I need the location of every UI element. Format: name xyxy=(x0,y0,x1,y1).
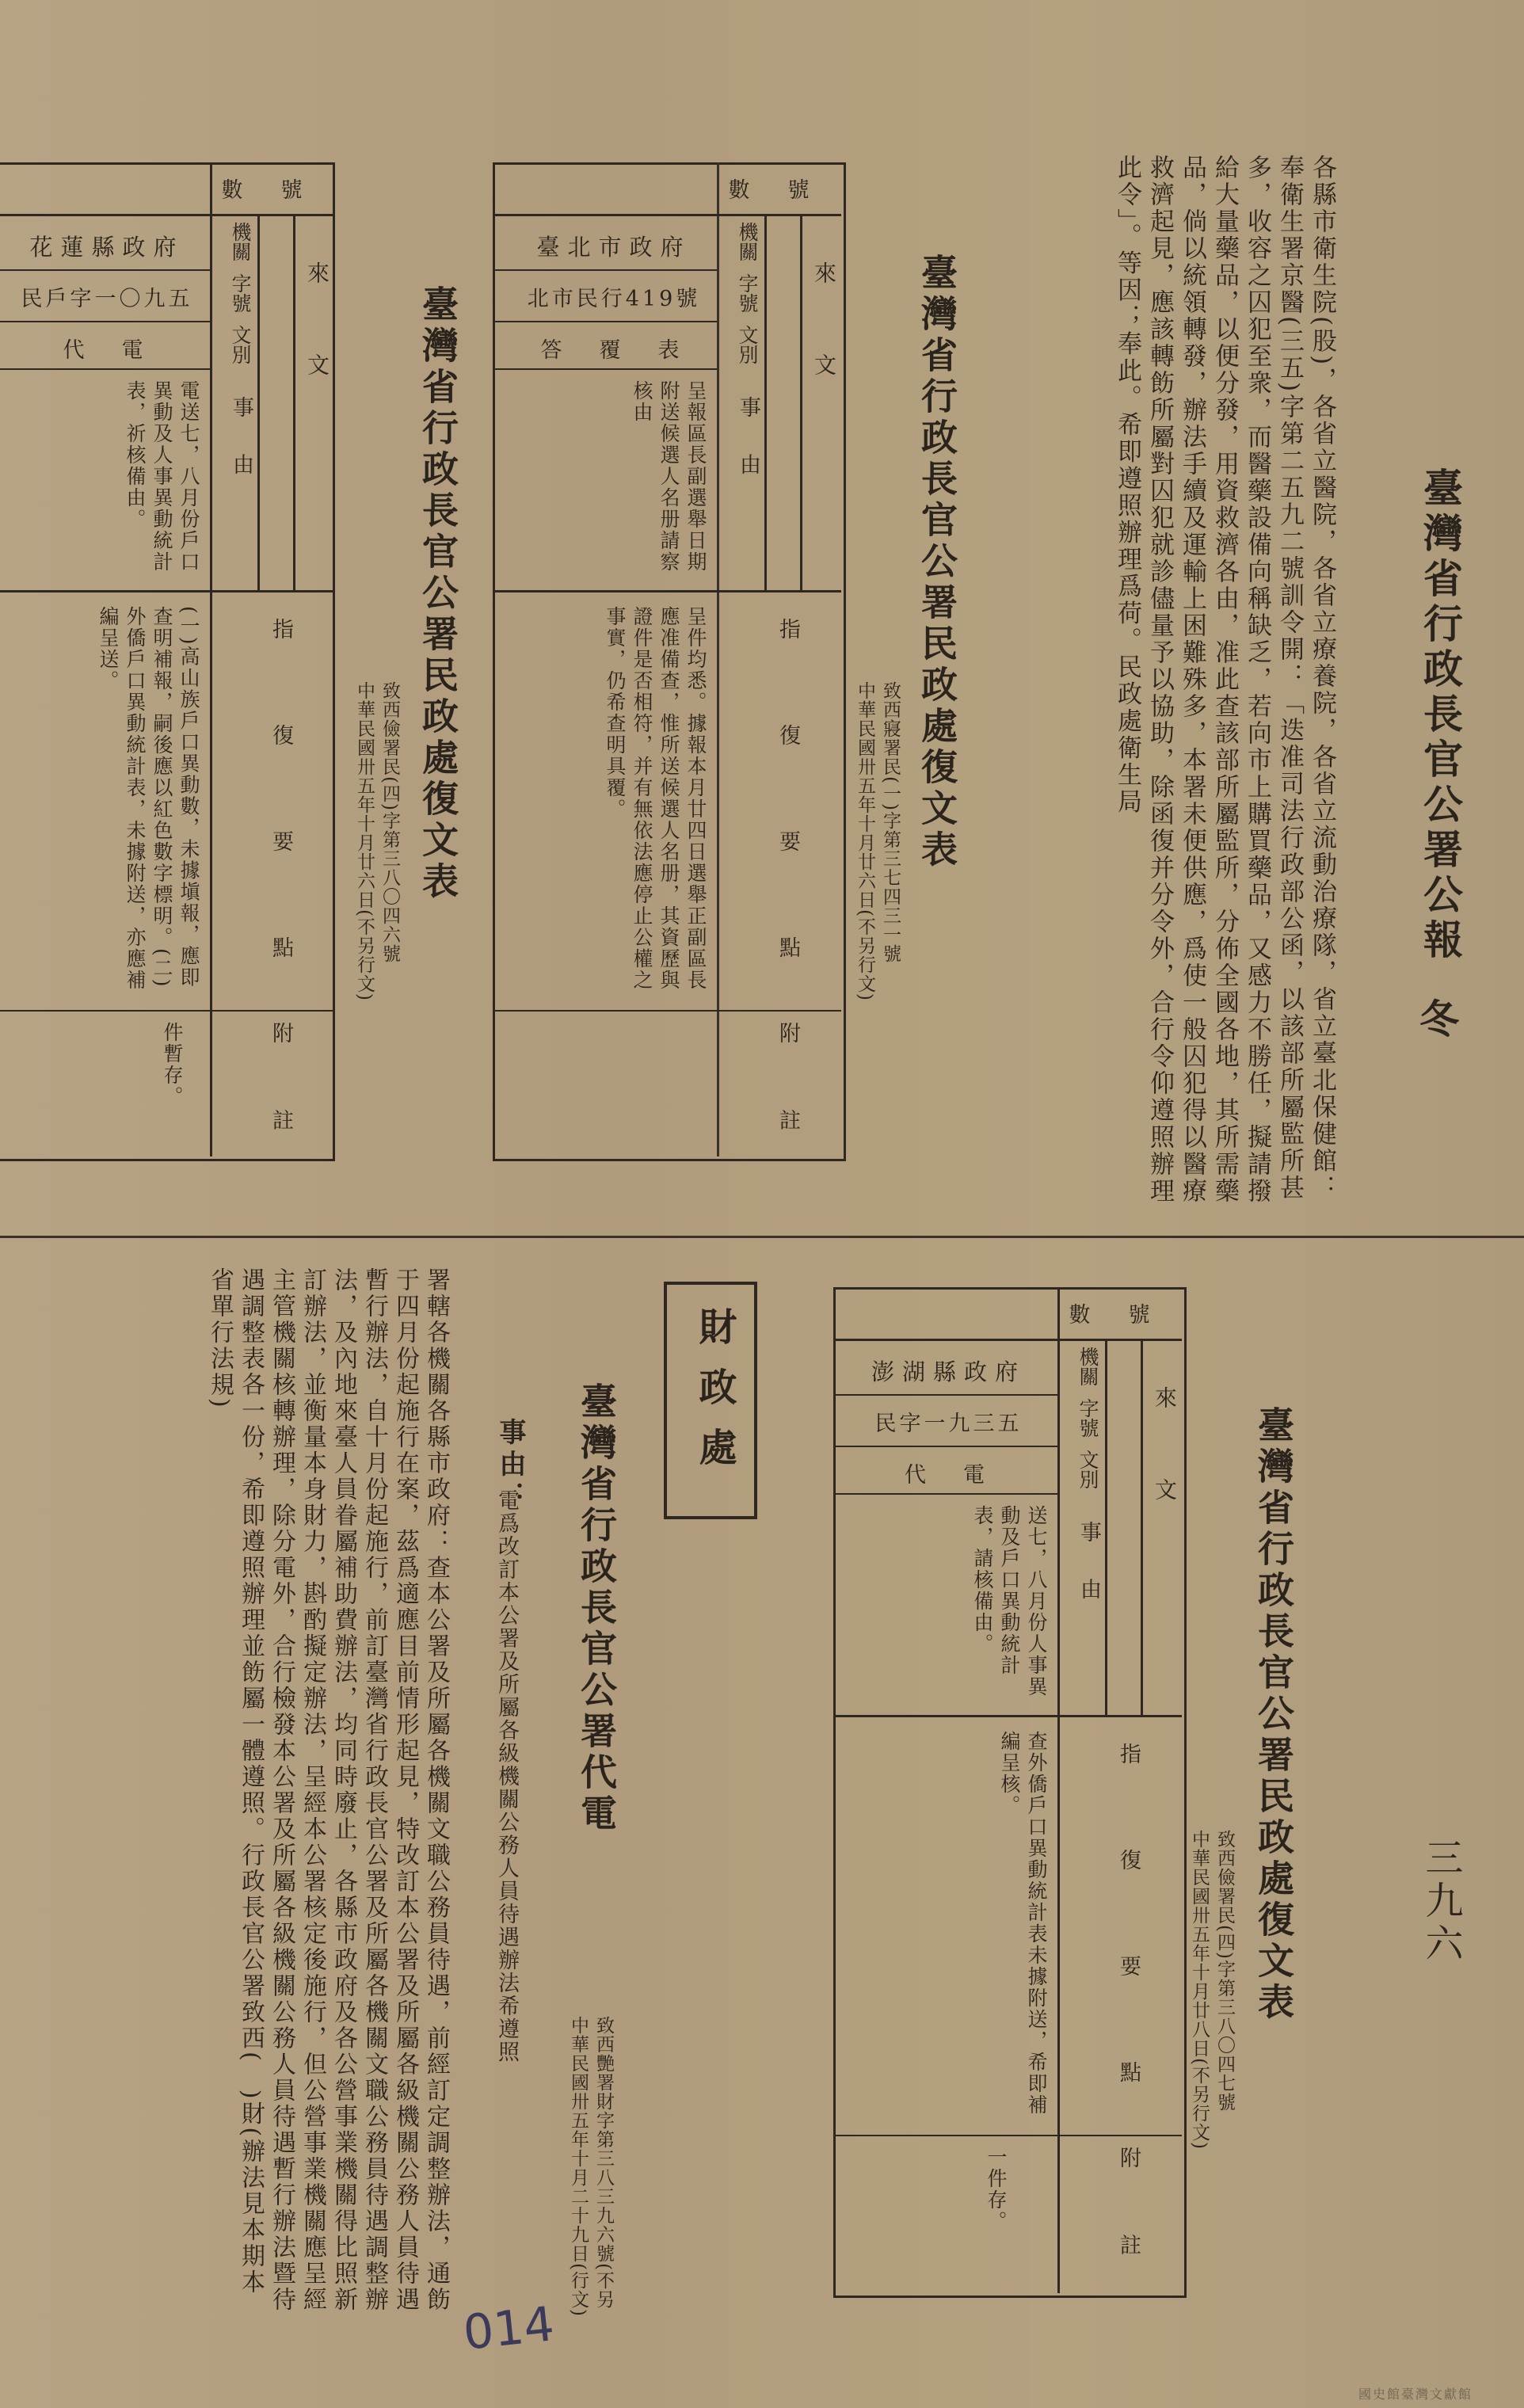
table-rule xyxy=(833,1493,1057,1495)
header-jiguan: 機關 xyxy=(229,222,252,261)
form-title: 臺灣省行政長官公署民政處復文表 xyxy=(916,253,958,871)
header-hao: 號 xyxy=(280,178,306,203)
table-rule xyxy=(833,1339,1182,1341)
finance-body: 署轄各機關各縣市政府：查本公署及所屬各機關文職公務員待遇，前經訂定調整辦法，通飭于四月份起施行在案，茲爲適應目前情形起見，特改訂本公署及所屬各級機關公務人員待遇暫行辦法，自十月份起施行，前訂臺灣省行政長官公署及所屬各機關文職公務員待遇調整辦法，及內地來臺人員眷屬補助費辦法，均同時廢止，各縣市政府及各公營事業機關得比照新訂辦法，並衡量本身財力，斟酌擬定辦法，呈經本公署核定後施行，但公營事業機關應呈經主管機關核轉辦理，除分電外，合行檢發本公署及所屬各級機關公務人員待遇暫行辦法暨待遇調整表各一份，希即遵照辦理並飭屬一體遵照。行政長官公署致西( )財(辦法見本期本省單行法規) xyxy=(206,1267,450,2313)
table-rule xyxy=(1141,1339,1143,1715)
header-fuzhu: 附 註 xyxy=(269,1022,293,1153)
finance-date: 中華民國卅五年十月二十九日(行文) xyxy=(568,2016,589,2317)
table-rule xyxy=(833,1715,1182,1717)
archive-stamp: 國史館臺灣文獻館 xyxy=(1358,2387,1473,2402)
header-laiwen: 來 文 xyxy=(811,261,837,399)
form-ref: 致西儉署民(四)字第三八〇四六號 xyxy=(379,681,400,963)
header-fuzhu: 附 註 xyxy=(775,1022,800,1153)
number-cell: 民字一九三五 xyxy=(874,1412,1023,1436)
form-title: 臺灣省行政長官公署民政處復文表 xyxy=(1252,1406,1295,2024)
doctype-cell: 代 電 xyxy=(63,338,151,363)
handwritten-number: 014 xyxy=(460,2296,557,2361)
reply-cell: 呈件均悉。據報本月廿四日選舉正副區長應准備查，惟所送候選人名册，其資歷與證件是否相符，并有無依法應停止公權之事實，仍希查明具覆。 xyxy=(604,606,707,991)
table-rule xyxy=(833,2135,1182,2136)
table-rule xyxy=(833,1394,1057,1396)
section-label: 財政處 xyxy=(692,1307,737,1488)
table-rule xyxy=(1105,1339,1107,1715)
form-ref: 致西寢署民(一)字第三七四三一號 xyxy=(880,681,901,963)
header-shu: 數 xyxy=(1069,1303,1094,1328)
header-zihao: 字號 xyxy=(736,273,759,313)
table-rule xyxy=(493,214,841,216)
table-rule xyxy=(0,321,210,322)
header-shiyou: 事由 xyxy=(1076,1521,1101,1635)
agency-cell: 花蓮縣政府 xyxy=(29,234,185,261)
header-shiyou: 事由 xyxy=(229,396,253,510)
form-date: 中華民國卅五年十月廿六日(不另行文) xyxy=(855,681,875,1001)
table-rule xyxy=(210,162,212,1156)
header-hao: 號 xyxy=(1128,1303,1153,1328)
header-zhifu: 指 復 要 點 xyxy=(775,618,800,989)
subject-cell: 呈報區長副選舉日期附送候選人名册請察核由 xyxy=(631,380,707,573)
table-rule xyxy=(800,214,802,590)
subject-cell: 送七，八月份人事異動及戶口異動統計表，請核備由。 xyxy=(971,1505,1048,1697)
table-rule xyxy=(0,269,210,271)
header-laiwen: 來 文 xyxy=(1152,1386,1178,1524)
header-shiyou: 事由 xyxy=(736,396,760,510)
form-title: 臺灣省行政長官公署民政處復文表 xyxy=(417,285,459,903)
table-rule xyxy=(293,214,295,590)
page-divider xyxy=(0,1236,1524,1238)
table-rule xyxy=(764,214,767,590)
directive-text: 各縣市衛生院(股)，各省立醫院，各省立療養院，各省立流動治療隊，省立臺北保健館：奉衛生署京醫(三五)字第二五九二號訓令開：「迭准司法行政部公函，以該部所屬監所甚多，收容之囚犯至衆，而醫藥設備向稱缺乏，若向市上購買藥品，又感力不勝任，擬請撥給大量藥品，以便分發，用資救濟各由，准此查該部所屬監所，分佈全國各地，其所需藥品，倘以統領轉發，辦法手續及運輸上困難殊多，本署未便供應，爲使一般囚犯得以醫療救濟起見，應該轉飭所屬對囚犯就診儘量予以協助，除函復并分令外，合行令仰遵照辦理此令」。等因；奉此。希即遵照辦理爲荷。民政處衛生局 xyxy=(1113,154,1336,1205)
subject-label: 事由： xyxy=(494,1418,526,1513)
season-label: 冬 xyxy=(1413,998,1460,1042)
doctype-cell: 代 電 xyxy=(905,1463,993,1488)
journal-title: 臺灣省行政長官公署公報 xyxy=(1417,467,1464,964)
reply-cell: 查外僑戶口異動統計表未據附送，希即補編呈核。 xyxy=(998,1731,1048,2116)
table-rule xyxy=(1057,1287,1060,2293)
table-rule xyxy=(493,321,717,322)
header-zihao: 字號 xyxy=(229,273,252,313)
form-date: 中華民國卅五年十月廿八日(不另行文) xyxy=(1189,1830,1210,2150)
table-rule xyxy=(0,214,333,216)
header-fuzhu: 附 註 xyxy=(1116,2147,1141,2277)
finance-subject: 電爲改訂本公署及所屬各級機關公務人員待遇辦法希遵照 xyxy=(494,1489,519,2063)
header-jiguan: 機關 xyxy=(1076,1347,1099,1386)
form-ref: 致西儉署民(四)字第三八〇四七號 xyxy=(1214,1830,1235,2112)
number-cell: 北市民行419號 xyxy=(527,287,701,311)
header-jiguan: 機關 xyxy=(736,222,759,261)
form-date: 中華民國卅五年十月廿六日(不另行文) xyxy=(354,681,375,1001)
table-rule xyxy=(493,1010,841,1012)
header-wenbie: 文別 xyxy=(736,325,759,364)
finance-ref: 致西艷署財字第三八三九六號(不另 xyxy=(593,2016,614,2309)
header-wenbie: 文別 xyxy=(1076,1450,1099,1489)
subject-cell: 電送七，八月份戶口異動及人事異動統計表，祈核備由。 xyxy=(124,380,200,573)
number-cell: 民戶字一〇九五 xyxy=(21,287,193,311)
doctype-cell: 答 覆 表 xyxy=(540,338,688,363)
agency-cell: 臺北市政府 xyxy=(536,234,692,261)
header-shu: 數 xyxy=(221,178,246,203)
header-zhifu: 指 復 要 點 xyxy=(269,618,293,989)
reply-cell: (一)高山族戶口異動數，未據塡報，應即查明補報，嗣後應以紅色數字標明。(二)外僑戶口異動統計表，未據附送，亦應補編呈送。 xyxy=(97,606,200,991)
header-zihao: 字號 xyxy=(1076,1398,1099,1438)
page-number: 三九六 xyxy=(1419,1838,1463,1966)
note-cell: 一件存。 xyxy=(985,2147,1008,2232)
header-wenbie: 文別 xyxy=(229,325,252,364)
header-zhifu: 指 復 要 點 xyxy=(1116,1743,1141,2114)
header-shu: 數 xyxy=(728,178,753,203)
table-rule xyxy=(493,590,841,592)
agency-cell: 澎湖縣政府 xyxy=(871,1358,1026,1385)
table-rule xyxy=(0,590,333,592)
note-cell: 件暫存。 xyxy=(161,1022,184,1107)
table-rule xyxy=(257,214,260,590)
header-laiwen: 來 文 xyxy=(304,261,330,399)
table-rule xyxy=(0,368,210,370)
table-rule xyxy=(493,368,717,370)
table-rule xyxy=(833,1446,1057,1447)
header-hao: 號 xyxy=(787,178,813,203)
table-rule xyxy=(493,269,717,271)
finance-title: 臺灣省行政長官公署代電 xyxy=(575,1382,618,1835)
table-rule xyxy=(0,1010,333,1012)
